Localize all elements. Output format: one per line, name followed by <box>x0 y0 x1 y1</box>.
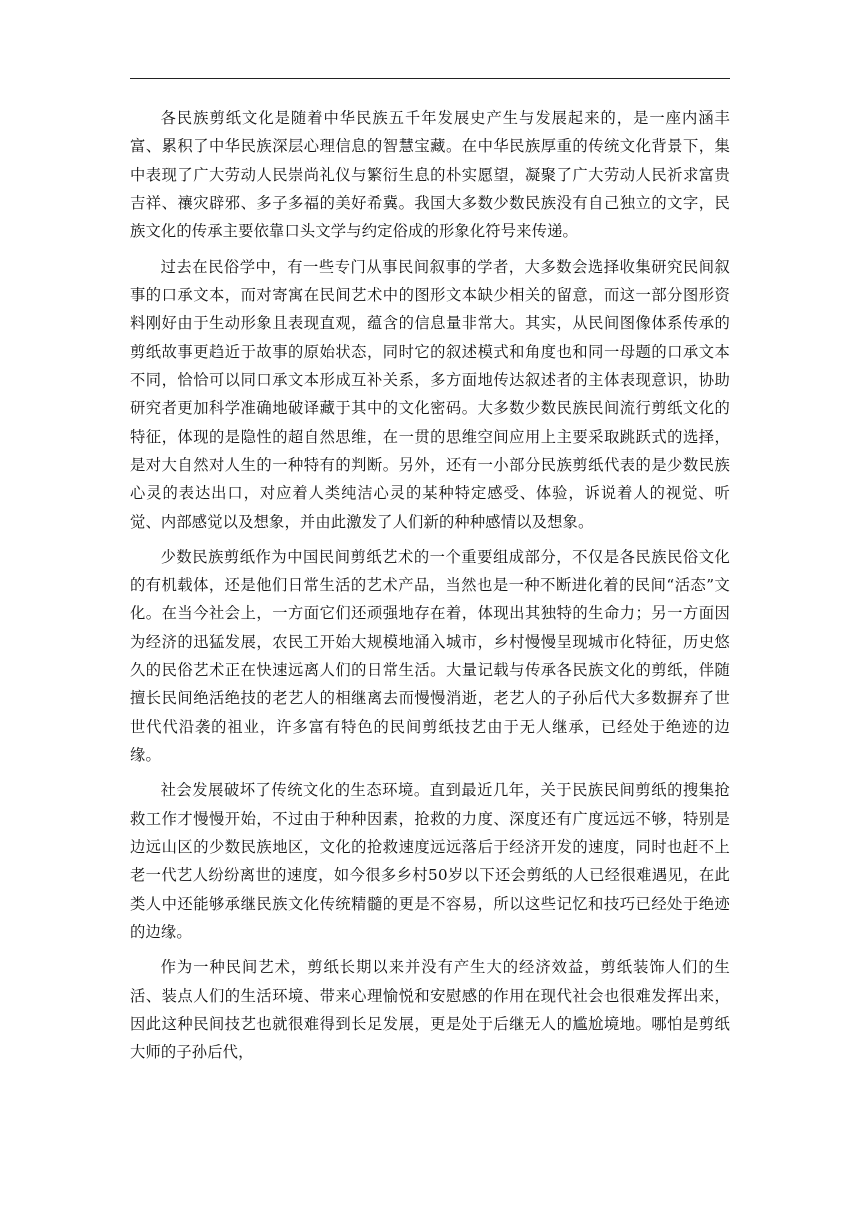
paragraph-4: 社会发展破坏了传统文化的生态环境。直到最近几年，关于民族民间剪纸的搜集抢救工作才慢慢开始，不过由于种种因素，抢救的力度、深度还有广度远远不够，特别是边远山区的少数民族地区，文化的抢救速度远远落后于经济开发的速度，同时也赶不上老一代艺人纷纷离世的速度，如今很多乡村50岁以下还会剪纸的人已经很难遇见，在此类人中还能够承继民族文化传统精髓的更是不容易，所以这些记忆和技巧已经处于绝迹的边缘。 <box>130 781 730 942</box>
header-rule <box>130 78 730 79</box>
paragraph-5: 作为一种民间艺术，剪纸长期以来并没有产生大的经济效益，剪纸装饰人们的生活、装点人们的生活环境、带来心理愉悦和安慰感的作用在现代社会也很难发挥出来，因此这种民间技艺也就很难得到长足发展，更是处于后继无人的尴尬境地。哪怕是剪纸大师的子孙后代， <box>130 958 730 1062</box>
paragraph-2: 过去在民俗学中，有一些专门从事民间叙事的学者，大多数会选择收集研究民间叙事的口承文本，而对寄寓在民间艺术中的图形文本缺少相关的留意，而这一部分图形资料刚好由于生动形象且表现直观，蕴含的信息量非常大。其实，从民间图像体系传承的剪纸故事更趋近于故事的原始状态，同时它的叙述模式和角度也和同一母题的口承文本不同，恰恰可以同口承文本形成互补关系，多方面地传达叙述者的主体表现意识，协助研究者更加科学准确地破译藏于其中的文化密码。大多数少数民族民间流行剪纸文化的特征，体现的是隐性的超自然思维，在一贯的思维空间应用上主要采取跳跃式的选择，是对大自然对人生的一种特有的判断。另外，还有一小部分民族剪纸代表的是少数民族心灵的表达出口，对应着人类纯洁心灵的某种特定感受、体验，诉说着人的视觉、听觉、内部感觉以及想象，并由此激发了人们新的种种感情以及想象。 <box>130 257 730 531</box>
article-body <box>130 104 730 1067</box>
paragraph-1: 各民族剪纸文化是随着中华民族五千年发展史产生与发展起来的，是一座内涵丰富、累积了中华民族深层心理信息的智慧宝藏。在中华民族厚重的传统文化背景下，集中表现了广大劳动人民崇尚礼仪与繁衍生息的朴实愿望，凝聚了广大劳动人民祈求富贵吉祥、禳灾辟邪、多子多福的美好希冀。我国大多数少数民族没有自己独立的文字，民族文化的传承主要依靠口头文学与约定俗成的形象化符号来传递。 <box>130 109 730 241</box>
paragraph-3: 少数民族剪纸作为中国民间剪纸艺术的一个重要组成部分，不仅是各民族民俗文化的有机载体，还是他们日常生活的艺术产品，当然也是一种不断进化着的民间“活态”文化。在当今社会上，一方面它们还顽强地存在着，体现出其独特的生命力；另一方面因为经济的迅猛发展，农民工开始大规模地涌入城市，乡村慢慢呈现城市化特征，历史悠久的民俗艺术正在快速远离人们的日常生活。大量记载与传承各民族文化的剪纸，伴随擅长民间绝活绝技的老艺人的相继离去而慢慢消逝，老艺人的子孙后代大多数摒弃了世世代代沿袭的祖业，许多富有特色的民间剪纸技艺由于无人继承，已经处于绝迹的边缘。 <box>130 547 730 765</box>
